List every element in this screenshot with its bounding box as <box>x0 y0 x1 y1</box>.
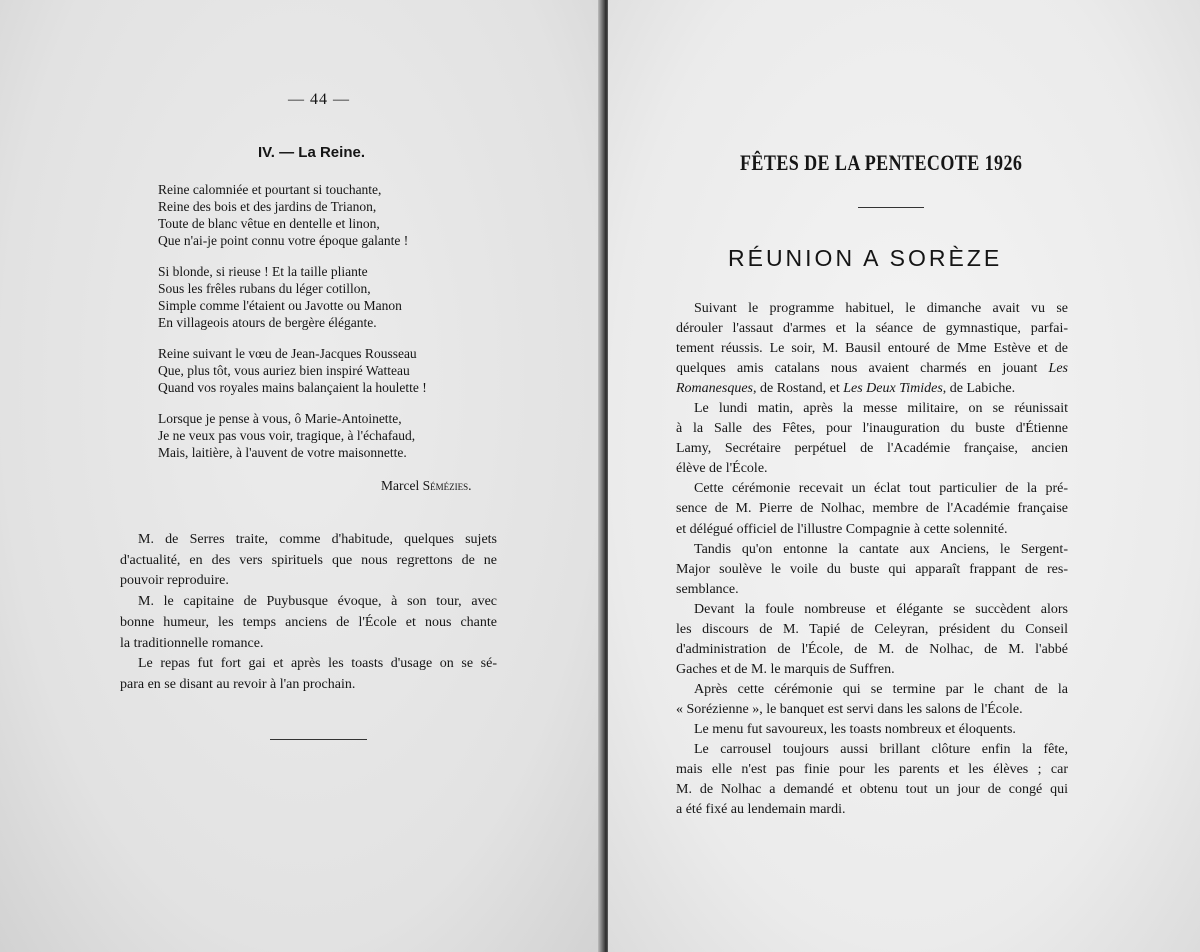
text-line: Après cette cérémonie qui se termine par le chant de la <box>694 681 1068 697</box>
text-line: mais elle n'est pas finie pour les parents et les élèves ; car <box>676 762 1068 778</box>
text-line: la traditionnelle romance. <box>120 635 264 651</box>
poem-title: IV. — La Reine. <box>258 144 365 161</box>
text-line: Tandis qu'on entonne la cantate aux Anciens, le Sergent- <box>694 541 1068 557</box>
text-line: d'actualité, en des vers spirituels que nous regrettons de ne <box>120 552 497 568</box>
verse-line: Lorsque je pense à vous, ô Marie-Antoinette, <box>158 411 402 426</box>
text-line: bonne humeur, les temps anciens de l'École et nous chante <box>120 614 497 630</box>
text-line: à la Salle des Fêtes, pour l'inauguration du buste d'Étienne <box>676 421 1068 437</box>
title-divider <box>858 207 924 208</box>
verse-line: Mais, laitière, à l'auvent de votre maisonnette. <box>158 445 407 460</box>
divider <box>270 739 367 740</box>
text-segment: quelques amis catalans nous avaient charmés en jouant <box>676 361 1049 377</box>
text-line: Le menu fut savoureux, les toasts nombreux et éloquents. <box>694 721 1016 737</box>
text-line: Cette cérémonie recevait un éclat tout particulier de la pré- <box>694 481 1068 497</box>
verse-line: En villageois atours de bergère élégante. <box>158 315 377 330</box>
verse-line: Reine des bois et des jardins de Trianon, <box>158 199 377 214</box>
verse-line: Toute de blanc vêtue en dentelle et linon, <box>158 216 380 231</box>
left-prose <box>120 530 497 696</box>
text-line: dérouler l'assaut d'armes et la séance de gymnastique, parfai- <box>676 321 1068 337</box>
text-line: Lamy, Secrétaire perpétuel de l'Académie française, ancien <box>676 441 1068 457</box>
text-line: d'administration de l'École, de M. de Nolhac, de M. l'abbé <box>676 641 1068 657</box>
text-line: M. de Nolhac a demandé et obtenu tout un jour de congé qui <box>676 782 1068 798</box>
section-title: FÊTES DE LA PENTECOTE 1926 <box>740 150 1023 175</box>
text-line: et délégué officiel de l'illustre Compagnie à cette solennité. <box>676 521 1008 537</box>
poem <box>158 181 427 475</box>
text-segment: , de Rostand, et <box>753 381 844 397</box>
text-line: para en se disant au revoir à l'an prochain. <box>120 676 356 692</box>
stanza <box>158 263 427 331</box>
text-line: Devant la foule nombreuse et élégante se succèdent alors <box>694 601 1068 617</box>
text-line: Le lundi matin, après la messe militaire, on se réunissait <box>694 401 1068 417</box>
text-line: Le carrousel toujours aussi brillant clôture enfin la fête, <box>694 742 1068 758</box>
stanza <box>158 345 427 396</box>
verse-line: Si blonde, si rieuse ! Et la taille pliante <box>158 264 368 279</box>
signature-first-name: Marcel <box>381 478 420 493</box>
verse-line: Quand vos royales mains balançaient la houlette ! <box>158 380 427 395</box>
verse-line: Je ne veux pas vous voir, tragique, à l'échafaud, <box>158 428 416 443</box>
text-segment: , de Labiche. <box>942 381 1016 397</box>
text-line: tement réussis. Le soir, M. Bausil entouré de Mme Estève et de <box>676 341 1068 357</box>
verse-line: Que n'ai-je point connu votre époque galante ! <box>158 233 409 248</box>
stanza <box>158 410 427 461</box>
text-line: élève de l'École. <box>676 461 768 477</box>
text-line: les discours de M. Tapié de Celeyran, président du Conseil <box>676 621 1068 637</box>
text-line <box>676 379 1068 399</box>
text-line: « Sorézienne », le banquet est servi dans les salons de l'École. <box>676 701 1023 717</box>
italic-title: Les Deux Timides <box>843 381 943 397</box>
text-line: semblance. <box>676 581 739 597</box>
text-line: Suivant le programme habituel, le dimanche avait vu se <box>694 301 1068 316</box>
text-line: sence de M. Pierre de Nolhac, membre de l'Académie française <box>676 501 1068 517</box>
right-prose <box>676 299 1068 820</box>
verse-line: Que, plus tôt, vous auriez bien inspiré Watteau <box>158 363 410 378</box>
verse-line: Reine suivant le vœu de Jean-Jacques Rousseau <box>158 346 417 361</box>
text-line: a été fixé au lendemain mardi. <box>676 802 846 818</box>
verse-line: Sous les frêles rubans du léger cotillon, <box>158 281 371 296</box>
text-line: Le repas fut fort gai et après les toasts d'usage on se sé- <box>138 656 497 672</box>
text-line: Major soulève le voile du buste qui apparaît frappant de res- <box>676 561 1068 577</box>
italic-title: Les <box>1048 361 1068 377</box>
verse-line: Reine calomniée et pourtant si touchante, <box>158 182 382 197</box>
signature-last-name: Sémézies. <box>422 478 472 493</box>
text-line: M. de Serres traite, comme d'habitude, quelques sujets <box>138 532 497 547</box>
text-line: M. le capitaine de Puybusque évoque, à son tour, avec <box>138 594 497 610</box>
section-subtitle: RÉUNION A SORÈZE <box>728 245 1003 271</box>
stanza <box>158 181 427 249</box>
text-line: Gaches et de M. le marquis de Suffren. <box>676 661 895 677</box>
page-number: — 44 — <box>288 91 350 108</box>
text-line <box>676 359 1068 379</box>
verse-line: Simple comme l'étaient ou Javotte ou Manon <box>158 298 402 313</box>
italic-title: Romanesques <box>676 381 753 397</box>
text-line: pouvoir reproduire. <box>120 573 229 589</box>
signature <box>381 477 472 494</box>
